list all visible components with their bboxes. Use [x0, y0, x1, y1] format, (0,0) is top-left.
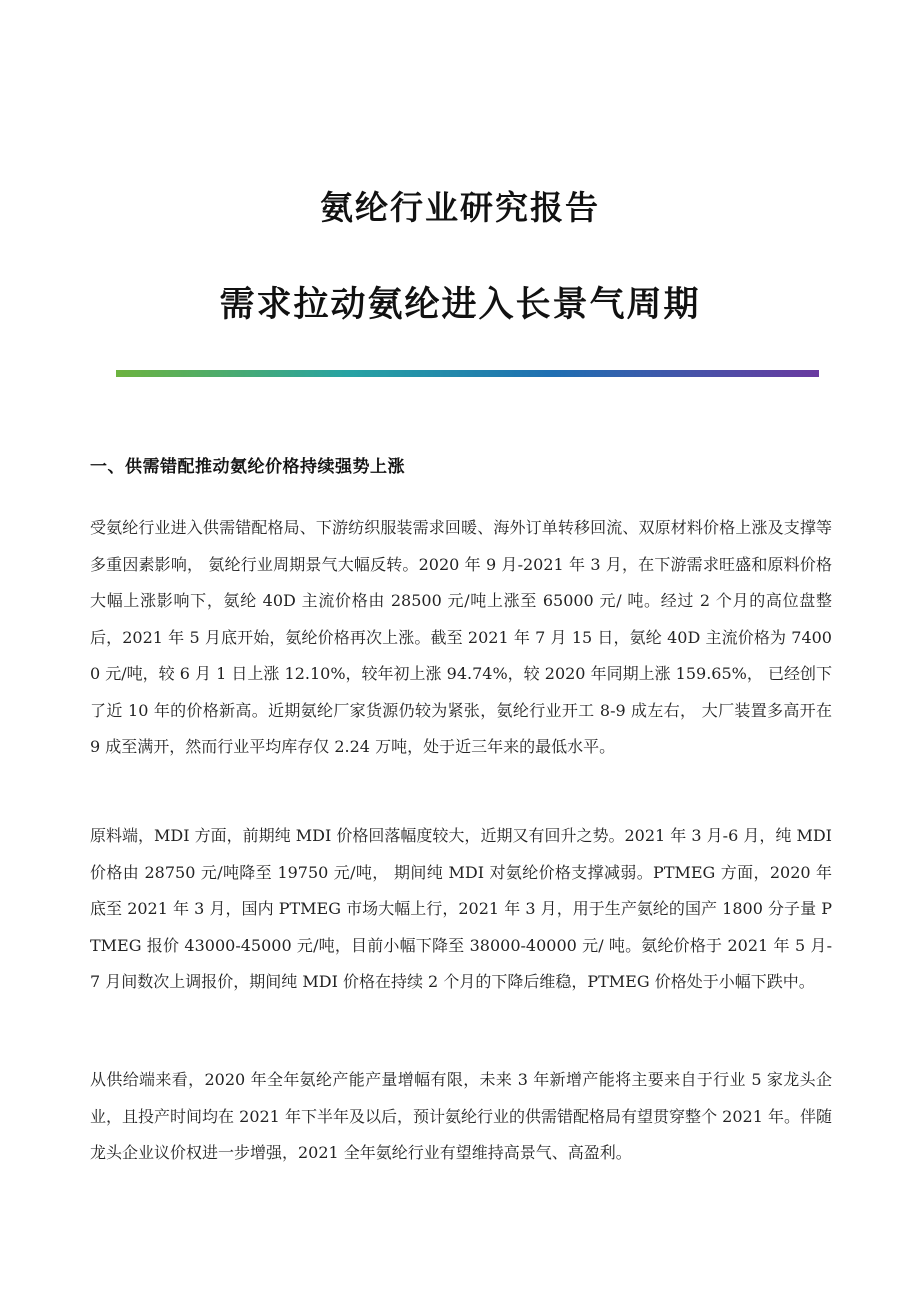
paragraph-price-trend: 受氨纶行业进入供需错配格局、下游纺织服装需求回暖、海外订单转移回流、双原材料价格上涨及支撑等多重因素影响， 氨纶行业周期景气大幅反转。2020 年 9 月-2021 年 3 月，在下游需求旺盛和原料价格大幅上涨影响下，氨纶 40D 主流价格由 28500 元/吨上涨至 65000 元/ 吨。经过 2 个月的高位盘整后，2021 年 5 月底开始，氨纶价格再次上涨。截至 2021 年 7 月 15 日，氨纶 40D 主流价格为 74000 元/吨，较 6 月 1 日上涨 12.10%，较年初上涨 94.74%，较 2020 年同期上涨 159.65%， 已经创下了近 10 年的价格新高。近期氨纶厂家货源仍较为紧张，氨纶行业开工 8-9 成左右， 大厂装置多高开在 9 成至满开，然而行业平均库存仅 2.24 万吨，处于近三年来的最低水平。 [90, 518, 832, 756]
paragraph-raw-materials: 原料端，MDI 方面，前期纯 MDI 价格回落幅度较大，近期又有回升之势。2021 年 3 月-6 月，纯 MDI 价格由 28750 元/吨降至 19750 元/吨， 期间纯 MDI 对氨纶价格支撑减弱。PTMEG 方面，2020 年底至 2021 年 3 月，国内 PTMEG 市场大幅上行，2021 年 3 月，用于生产氨纶的国产 1800 分子量 PTMEG 报价 43000-45000 元/吨，目前小幅下降至 38000-40000 元/ 吨。氨纶价格于 2021 年 5 月-7 月间数次上调报价，期间纯 MDI 价格在持续 2 个月的下降后维稳，PTMEG 价格处于小幅下跌中。 [90, 826, 832, 991]
report-subtitle: 需求拉动氨纶进入长景气周期 [219, 284, 701, 325]
section-heading: 一、供需错配推动氨纶价格持续强势上涨 [90, 457, 405, 477]
paragraph-supply-side: 从供给端来看，2020 年全年氨纶产能产量增幅有限，未来 3 年新增产能将主要来自于行业 5 家龙头企业，且投产时间均在 2021 年下半年及以后，预计氨纶行业的供需错配格局有望贯穿整个 2021 年。伴随龙头企业议价权进一步增强，2021 全年氨纶行业有望维持高景气、高盈利。 [90, 1070, 832, 1162]
gradient-divider [116, 370, 819, 377]
report-title: 氨纶行业研究报告 [320, 188, 600, 227]
